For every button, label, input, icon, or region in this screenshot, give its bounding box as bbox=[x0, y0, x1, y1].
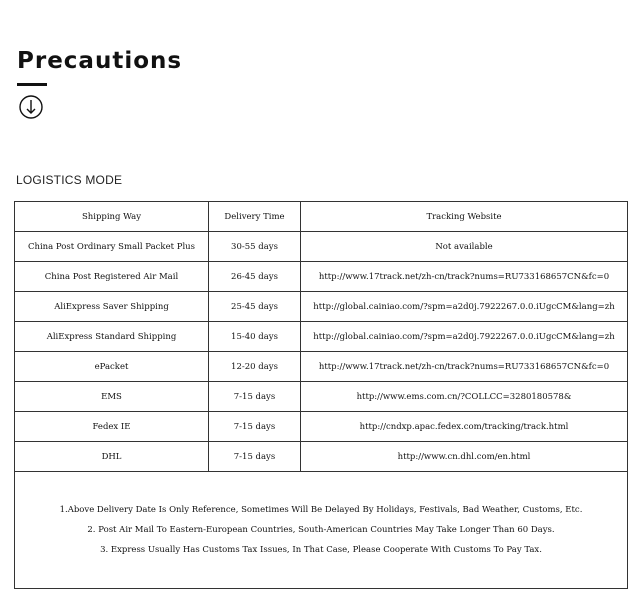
arrow-down-circle-icon bbox=[19, 95, 43, 119]
shipping-way-cell: AliExpress Saver Shipping bbox=[15, 292, 209, 322]
shipping-way-cell: DHL bbox=[15, 442, 209, 472]
delivery-time-cell: 15-40 days bbox=[209, 322, 301, 352]
shipping-way-cell: AliExpress Standard Shipping bbox=[15, 322, 209, 352]
tracking-website-cell[interactable]: http://global.cainiao.com/?spm=a2d0j.7922267.0.0.iUgcCM&lang=zh bbox=[301, 322, 628, 352]
tracking-website-cell[interactable]: http://www.cn.dhl.com/en.html bbox=[301, 442, 628, 472]
logistics-table bbox=[14, 201, 628, 589]
delivery-time-cell: 26-45 days bbox=[209, 262, 301, 292]
tracking-website-cell[interactable]: http://www.ems.com.cn/?COLLCC=3280180578& bbox=[301, 382, 628, 412]
delivery-time-cell: 12-20 days bbox=[209, 352, 301, 382]
shipping-way-cell: EMS bbox=[15, 382, 209, 412]
tracking-website-cell[interactable]: http://cndxp.apac.fedex.com/tracking/track.html bbox=[301, 412, 628, 442]
page-title: Precautions bbox=[17, 48, 183, 74]
column-header-shipping-way: Shipping Way bbox=[15, 202, 209, 232]
table-row bbox=[15, 442, 628, 472]
shipping-way-cell: ePacket bbox=[15, 352, 209, 382]
note-2: 2. Post Air Mail To Eastern-European Countries, South-American Countries May Take Longer Than 60 Days. bbox=[87, 525, 555, 535]
table-row bbox=[15, 322, 628, 352]
tracking-website-cell[interactable]: http://global.cainiao.com/?spm=a2d0j.7922267.0.0.iUgcCM&lang=zh bbox=[301, 292, 628, 322]
table-row bbox=[15, 412, 628, 442]
delivery-time-cell: 7-15 days bbox=[209, 382, 301, 412]
table-row bbox=[15, 292, 628, 322]
delivery-time-cell: 25-45 days bbox=[209, 292, 301, 322]
notes-row bbox=[15, 472, 628, 589]
section-label: LOGISTICS MODE bbox=[16, 173, 123, 187]
delivery-time-cell: 7-15 days bbox=[209, 412, 301, 442]
table-row bbox=[15, 232, 628, 262]
notes-cell bbox=[15, 472, 628, 589]
shipping-way-cell: China Post Ordinary Small Packet Plus bbox=[15, 232, 209, 262]
title-underline bbox=[17, 83, 47, 86]
tracking-website-cell[interactable]: http://www.17track.net/zh-cn/track?nums=RU733168657CN&fc=0 bbox=[301, 262, 628, 292]
shipping-way-cell: China Post Registered Air Mail bbox=[15, 262, 209, 292]
delivery-time-cell: 30-55 days bbox=[209, 232, 301, 262]
table-header-row bbox=[15, 202, 628, 232]
column-header-tracking-website: Tracking Website bbox=[301, 202, 628, 232]
note-3: 3. Express Usually Has Customs Tax Issues, In That Case, Please Cooperate With Customs To Pay Tax. bbox=[100, 545, 542, 555]
tracking-website-cell: Not available bbox=[301, 232, 628, 262]
note-1: 1.Above Delivery Date Is Only Reference, Sometimes Will Be Delayed By Holidays, Festivals, Bad Weather, Customs, Etc. bbox=[59, 505, 583, 515]
table-row bbox=[15, 382, 628, 412]
shipping-way-cell: Fedex IE bbox=[15, 412, 209, 442]
table-row bbox=[15, 262, 628, 292]
table-row bbox=[15, 352, 628, 382]
tracking-website-cell[interactable]: http://www.17track.net/zh-cn/track?nums=RU733168657CN&fc=0 bbox=[301, 352, 628, 382]
column-header-delivery-time: Delivery Time bbox=[209, 202, 301, 232]
delivery-time-cell: 7-15 days bbox=[209, 442, 301, 472]
